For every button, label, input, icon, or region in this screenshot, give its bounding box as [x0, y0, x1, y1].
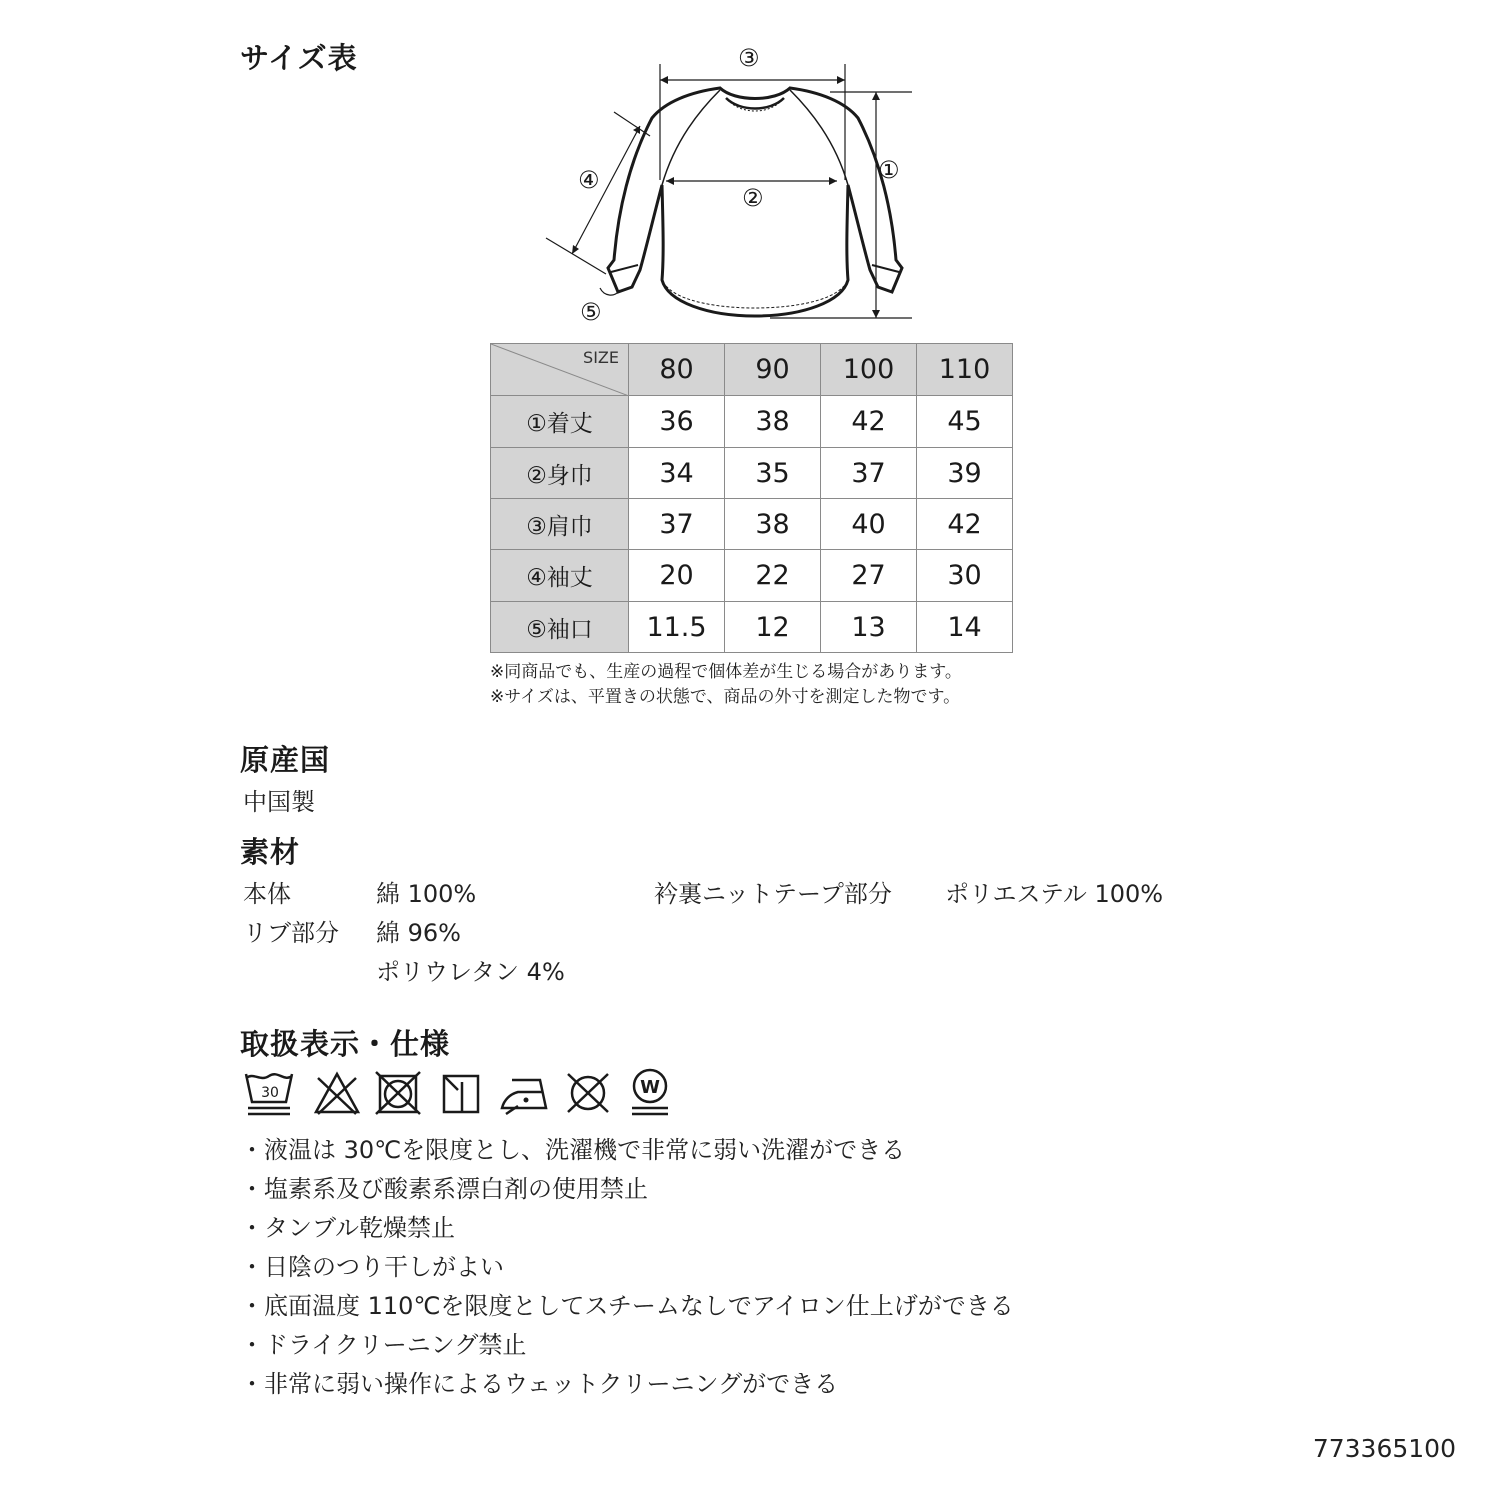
product-code: 773365100 [1312, 1434, 1456, 1463]
care-instruction: ・液温は 30℃を限度とし、洗濯機で非常に弱い洗濯ができる [240, 1136, 906, 1164]
table-cell: 37 [821, 448, 917, 499]
table-cell: 20 [629, 550, 725, 602]
care-instruction: ・ドライクリーニング禁止 [240, 1331, 527, 1359]
table-cell: 22 [725, 550, 821, 602]
material-body-value: 綿 100% [376, 880, 477, 908]
marker-length: ① [878, 156, 900, 184]
care-instruction: ・底面温度 110℃を限度としてスチームなしでアイロン仕上げができる [240, 1292, 1014, 1320]
table-row [491, 550, 1013, 602]
row-label: ③肩巾 [491, 499, 629, 550]
size-note-1: ※同商品でも、生産の過程で個体差が生じる場合があります。 [490, 662, 962, 682]
line-dry-shade-icon [440, 1070, 482, 1116]
wash-temp-label: 30 [261, 1085, 279, 1101]
table-cell: 14 [917, 602, 1013, 653]
material-collar-value: ポリエステル 100% [945, 880, 1164, 908]
table-cell: 42 [917, 499, 1013, 550]
material-collar-label: 衿裏ニットテープ部分 [654, 880, 892, 908]
table-cell: 34 [629, 448, 725, 499]
care-instruction: ・日陰のつり干しがよい [240, 1253, 504, 1281]
origin-title: 原産国 [240, 743, 331, 777]
table-cell: 37 [629, 499, 725, 550]
table-cell: 36 [629, 396, 725, 448]
no-tumble-dry-icon [374, 1070, 422, 1116]
size-note-2: ※サイズは、平置きの状態で、商品の外寸を測定した物です。 [490, 687, 961, 707]
care-instruction: ・塩素系及び酸素系漂白剤の使用禁止 [240, 1175, 648, 1203]
no-bleach-icon [312, 1070, 362, 1116]
table-row [491, 448, 1013, 499]
row-label: ①着丈 [491, 396, 629, 448]
material-body-label: 本体 [243, 880, 291, 908]
row-label: ②身巾 [491, 448, 629, 499]
wash-30-gentle-icon [242, 1070, 298, 1118]
material-rib-value-2: ポリウレタン 4% [376, 958, 565, 986]
table-row [491, 499, 1013, 550]
gentle-wet-clean-icon [628, 1066, 672, 1120]
care-instruction: ・タンブル乾燥禁止 [240, 1214, 456, 1242]
material-rib-value-1: 綿 96% [376, 919, 461, 947]
table-cell: 27 [821, 550, 917, 602]
marker-sleeve: ④ [578, 166, 600, 194]
size-header-90: 90 [725, 344, 821, 396]
material-title: 素材 [240, 835, 301, 869]
row-label: ⑤袖口 [491, 602, 629, 653]
table-row [491, 396, 1013, 448]
origin-value: 中国製 [243, 788, 315, 816]
table-row [491, 602, 1013, 653]
table-cell: 30 [917, 550, 1013, 602]
no-dry-clean-icon [564, 1070, 612, 1116]
size-header-110: 110 [917, 344, 1013, 396]
marker-chest: ② [742, 184, 764, 212]
table-cell: 42 [821, 396, 917, 448]
table-cell: 38 [725, 499, 821, 550]
care-title: 取扱表示・仕様 [240, 1027, 451, 1061]
size-corner-label: SIZE [583, 348, 619, 367]
table-cell: 13 [821, 602, 917, 653]
size-header-80: 80 [629, 344, 725, 396]
table-cell: 45 [917, 396, 1013, 448]
care-instruction: ・非常に弱い操作によるウェットクリーニングができる [240, 1370, 839, 1398]
size-corner-cell [491, 344, 629, 396]
table-cell: 12 [725, 602, 821, 653]
size-header-row [491, 344, 1013, 396]
size-chart-title: サイズ表 [240, 41, 358, 75]
marker-cuff: ⑤ [580, 298, 602, 326]
table-cell: 35 [725, 448, 821, 499]
size-header-100: 100 [821, 344, 917, 396]
table-cell: 39 [917, 448, 1013, 499]
marker-shoulder: ③ [738, 44, 760, 72]
row-label: ④袖丈 [491, 550, 629, 602]
table-cell: 38 [725, 396, 821, 448]
table-cell: 11.5 [629, 602, 725, 653]
material-rib-label: リブ部分 [243, 919, 339, 947]
iron-low-no-steam-icon [498, 1070, 554, 1116]
wet-clean-label: W [640, 1077, 660, 1098]
size-table [490, 343, 1013, 653]
table-cell: 40 [821, 499, 917, 550]
